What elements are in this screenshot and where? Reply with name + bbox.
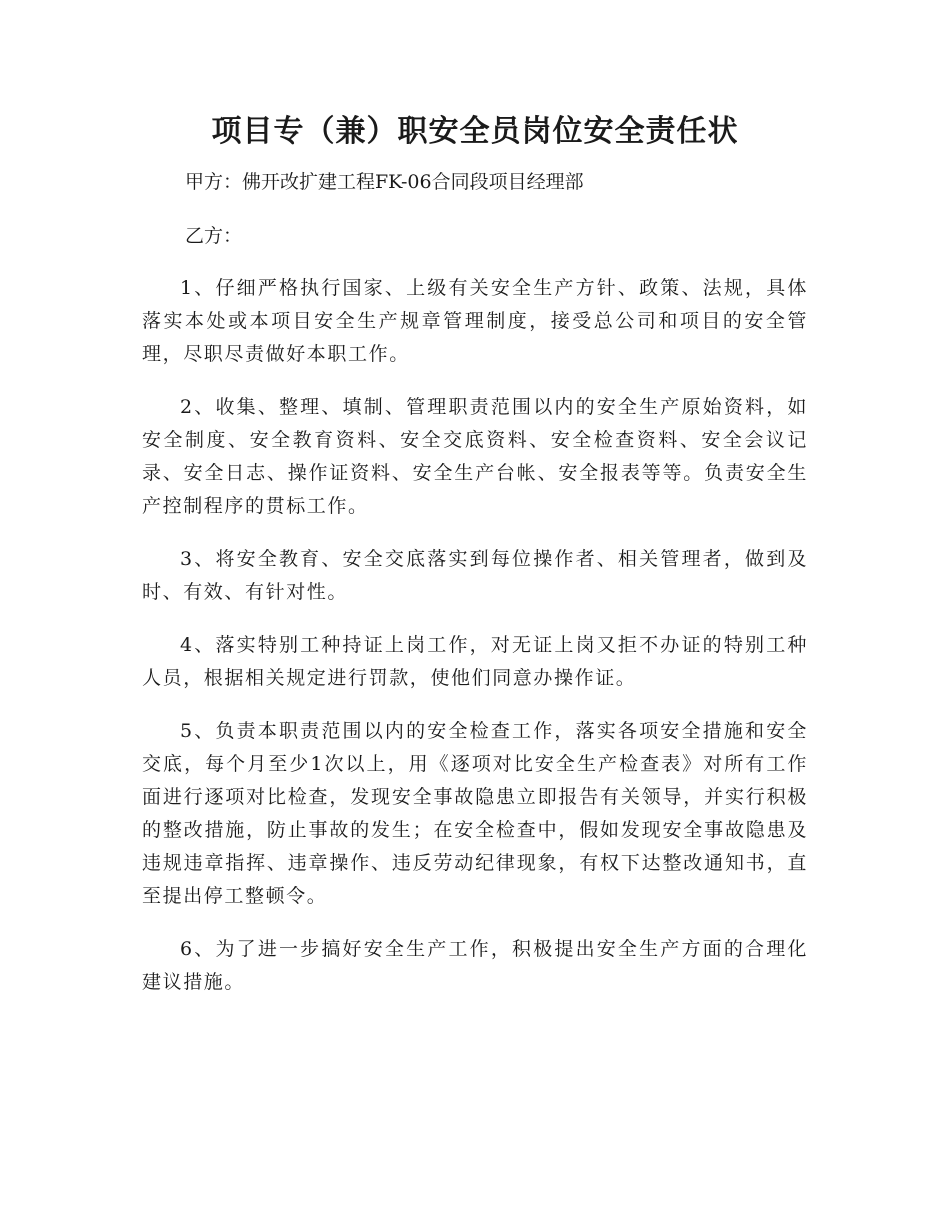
clause-5: 5、负责本职责范围以内的安全检查工作，落实各项安全措施和安全交底，每个月至少1次以上，用《逐项对比安全生产检查表》对所有工作面进行逐项对比检查，发现安全事故隐患立即报告有关领导，并实行积极的整改措施，防止事故的发生；在安全检查中，假如发现安全事故隐患及违规违章指挥、违章操作、违反劳动纪律现象，有权下达整改通知书，直至提出停工整顿令。	[142, 720, 808, 907]
clause-2: 2、收集、整理、填制、管理职责范围以内的安全生产原始资料，如安全制度、安全教育资料、安全交底资料、安全检查资料、安全会议记录、安全日志、操作证资料、安全生产台帐、安全报表等等。负责安全生产控制程序的贯标工作。	[142, 396, 808, 517]
clause-4: 4、落实特别工种持证上岗工作，对无证上岗又拒不办证的特别工种人员，根据相关规定进行罚款，使他们同意办操作证。	[142, 634, 808, 689]
party-a-line: 甲方：佛开改扩建工程FK-06合同段项目经理部	[185, 171, 584, 193]
clause-3: 3、将安全教育、安全交底落实到每位操作者、相关管理者，做到及时、有效、有针对性。	[142, 548, 808, 603]
clause-1: 1、仔细严格执行国家、上级有关安全生产方针、政策、法规，具体落实本处或本项目安全生产规章管理制度，接受总公司和项目的安全管理，尽职尽责做好本职工作。	[142, 277, 808, 365]
document-title: 项目专（兼）职安全员岗位安全责任状	[211, 114, 739, 149]
document-body	[142, 272, 808, 1019]
party-b-line: 乙方：	[185, 225, 243, 247]
clause-6: 6、为了进一步搞好安全生产工作，积极提出安全生产方面的合理化建议措施。	[142, 938, 808, 993]
